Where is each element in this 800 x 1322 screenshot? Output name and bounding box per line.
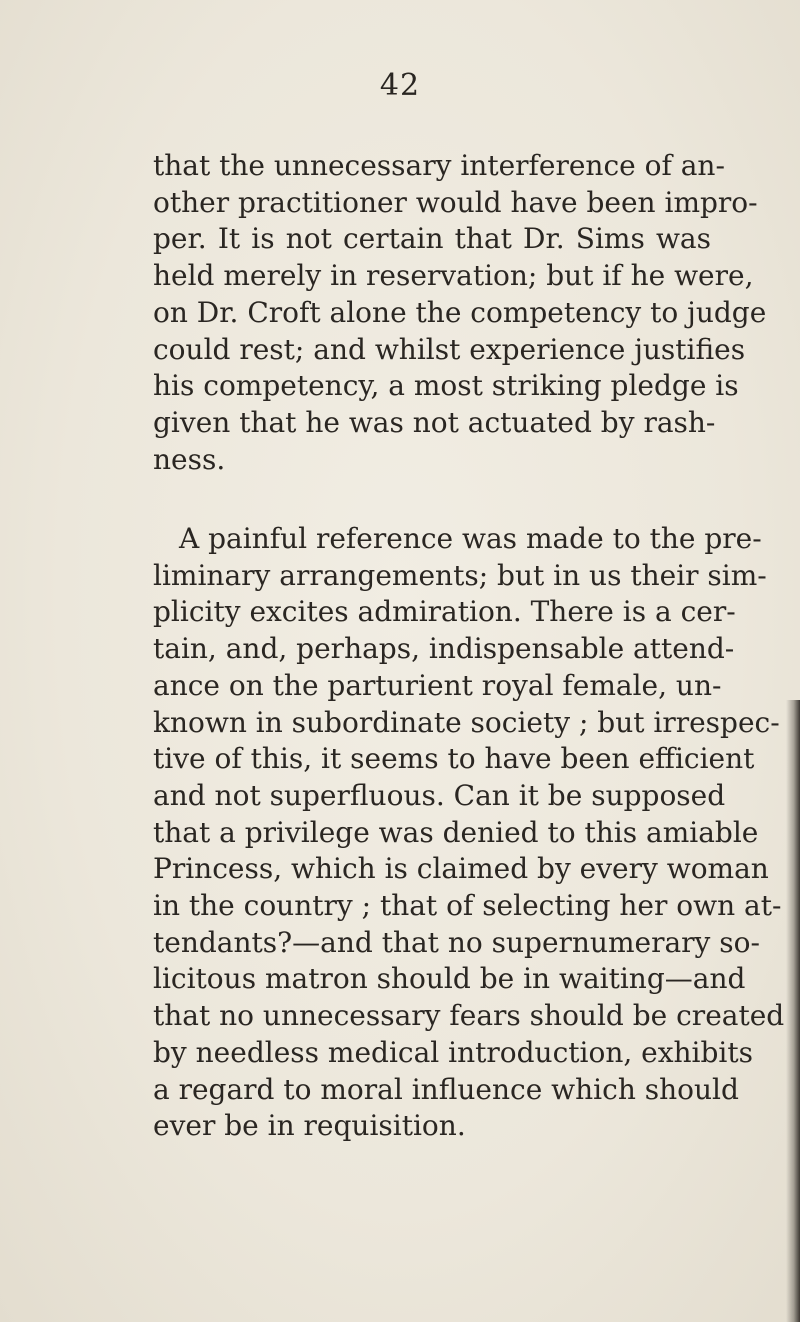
text-line: his competency, a most striking pledge is	[153, 369, 739, 403]
text-line: Princess, which is claimed by every woman	[153, 852, 769, 886]
text-line: by needless medical introduction, exhibits	[153, 1035, 754, 1069]
text-line: given that he was not actuated by rash-	[153, 405, 716, 439]
text-line: per. It is not certain that Dr. Sims was	[153, 222, 711, 256]
text-line: known in subordinate society ; but irrespec-	[153, 705, 780, 739]
text-line: that no unnecessary fears should be created	[153, 999, 785, 1033]
text-line: a regard to moral influence which should	[153, 1072, 739, 1106]
text-line: other practitioner would have been impro-	[153, 185, 758, 219]
text-line: and not superfluous. Can it be supposed	[153, 778, 726, 812]
page-edge-shadow	[786, 700, 800, 1322]
text-line: ever be in requisition.	[153, 1109, 466, 1143]
text-line: ance on the parturient royal female, un-	[153, 668, 722, 702]
text-line: licitous matron should be in waiting—and	[153, 962, 746, 996]
text-line: in the country ; that of selecting her own at-	[153, 889, 782, 923]
page-number: 42	[379, 68, 421, 103]
text-line: that a privilege was denied to this amiable	[153, 815, 759, 849]
text-line: on Dr. Croft alone the competency to judge	[153, 295, 767, 329]
text-line: liminary arrangements; but in us their sim-	[153, 558, 767, 592]
text-line: held merely in reservation; but if he were,	[153, 259, 754, 293]
text-line: ness.	[153, 442, 226, 476]
text-line: plicity excites admiration. There is a cer-	[153, 595, 736, 629]
paragraph-2	[153, 521, 785, 1145]
text-line: tive of this, it seems to have been efficient	[153, 742, 755, 776]
text-line: that the unnecessary interference of an-	[153, 149, 725, 182]
text-line: tain, and, perhaps, indispensable attend-	[153, 632, 735, 666]
paragraph-1	[153, 148, 767, 478]
text-line: A painful reference was made to the pre-	[179, 522, 762, 555]
text-line: tendants?—and that no supernumerary so-	[153, 925, 760, 959]
text-line: could rest; and whilst experience justifies	[153, 332, 746, 366]
